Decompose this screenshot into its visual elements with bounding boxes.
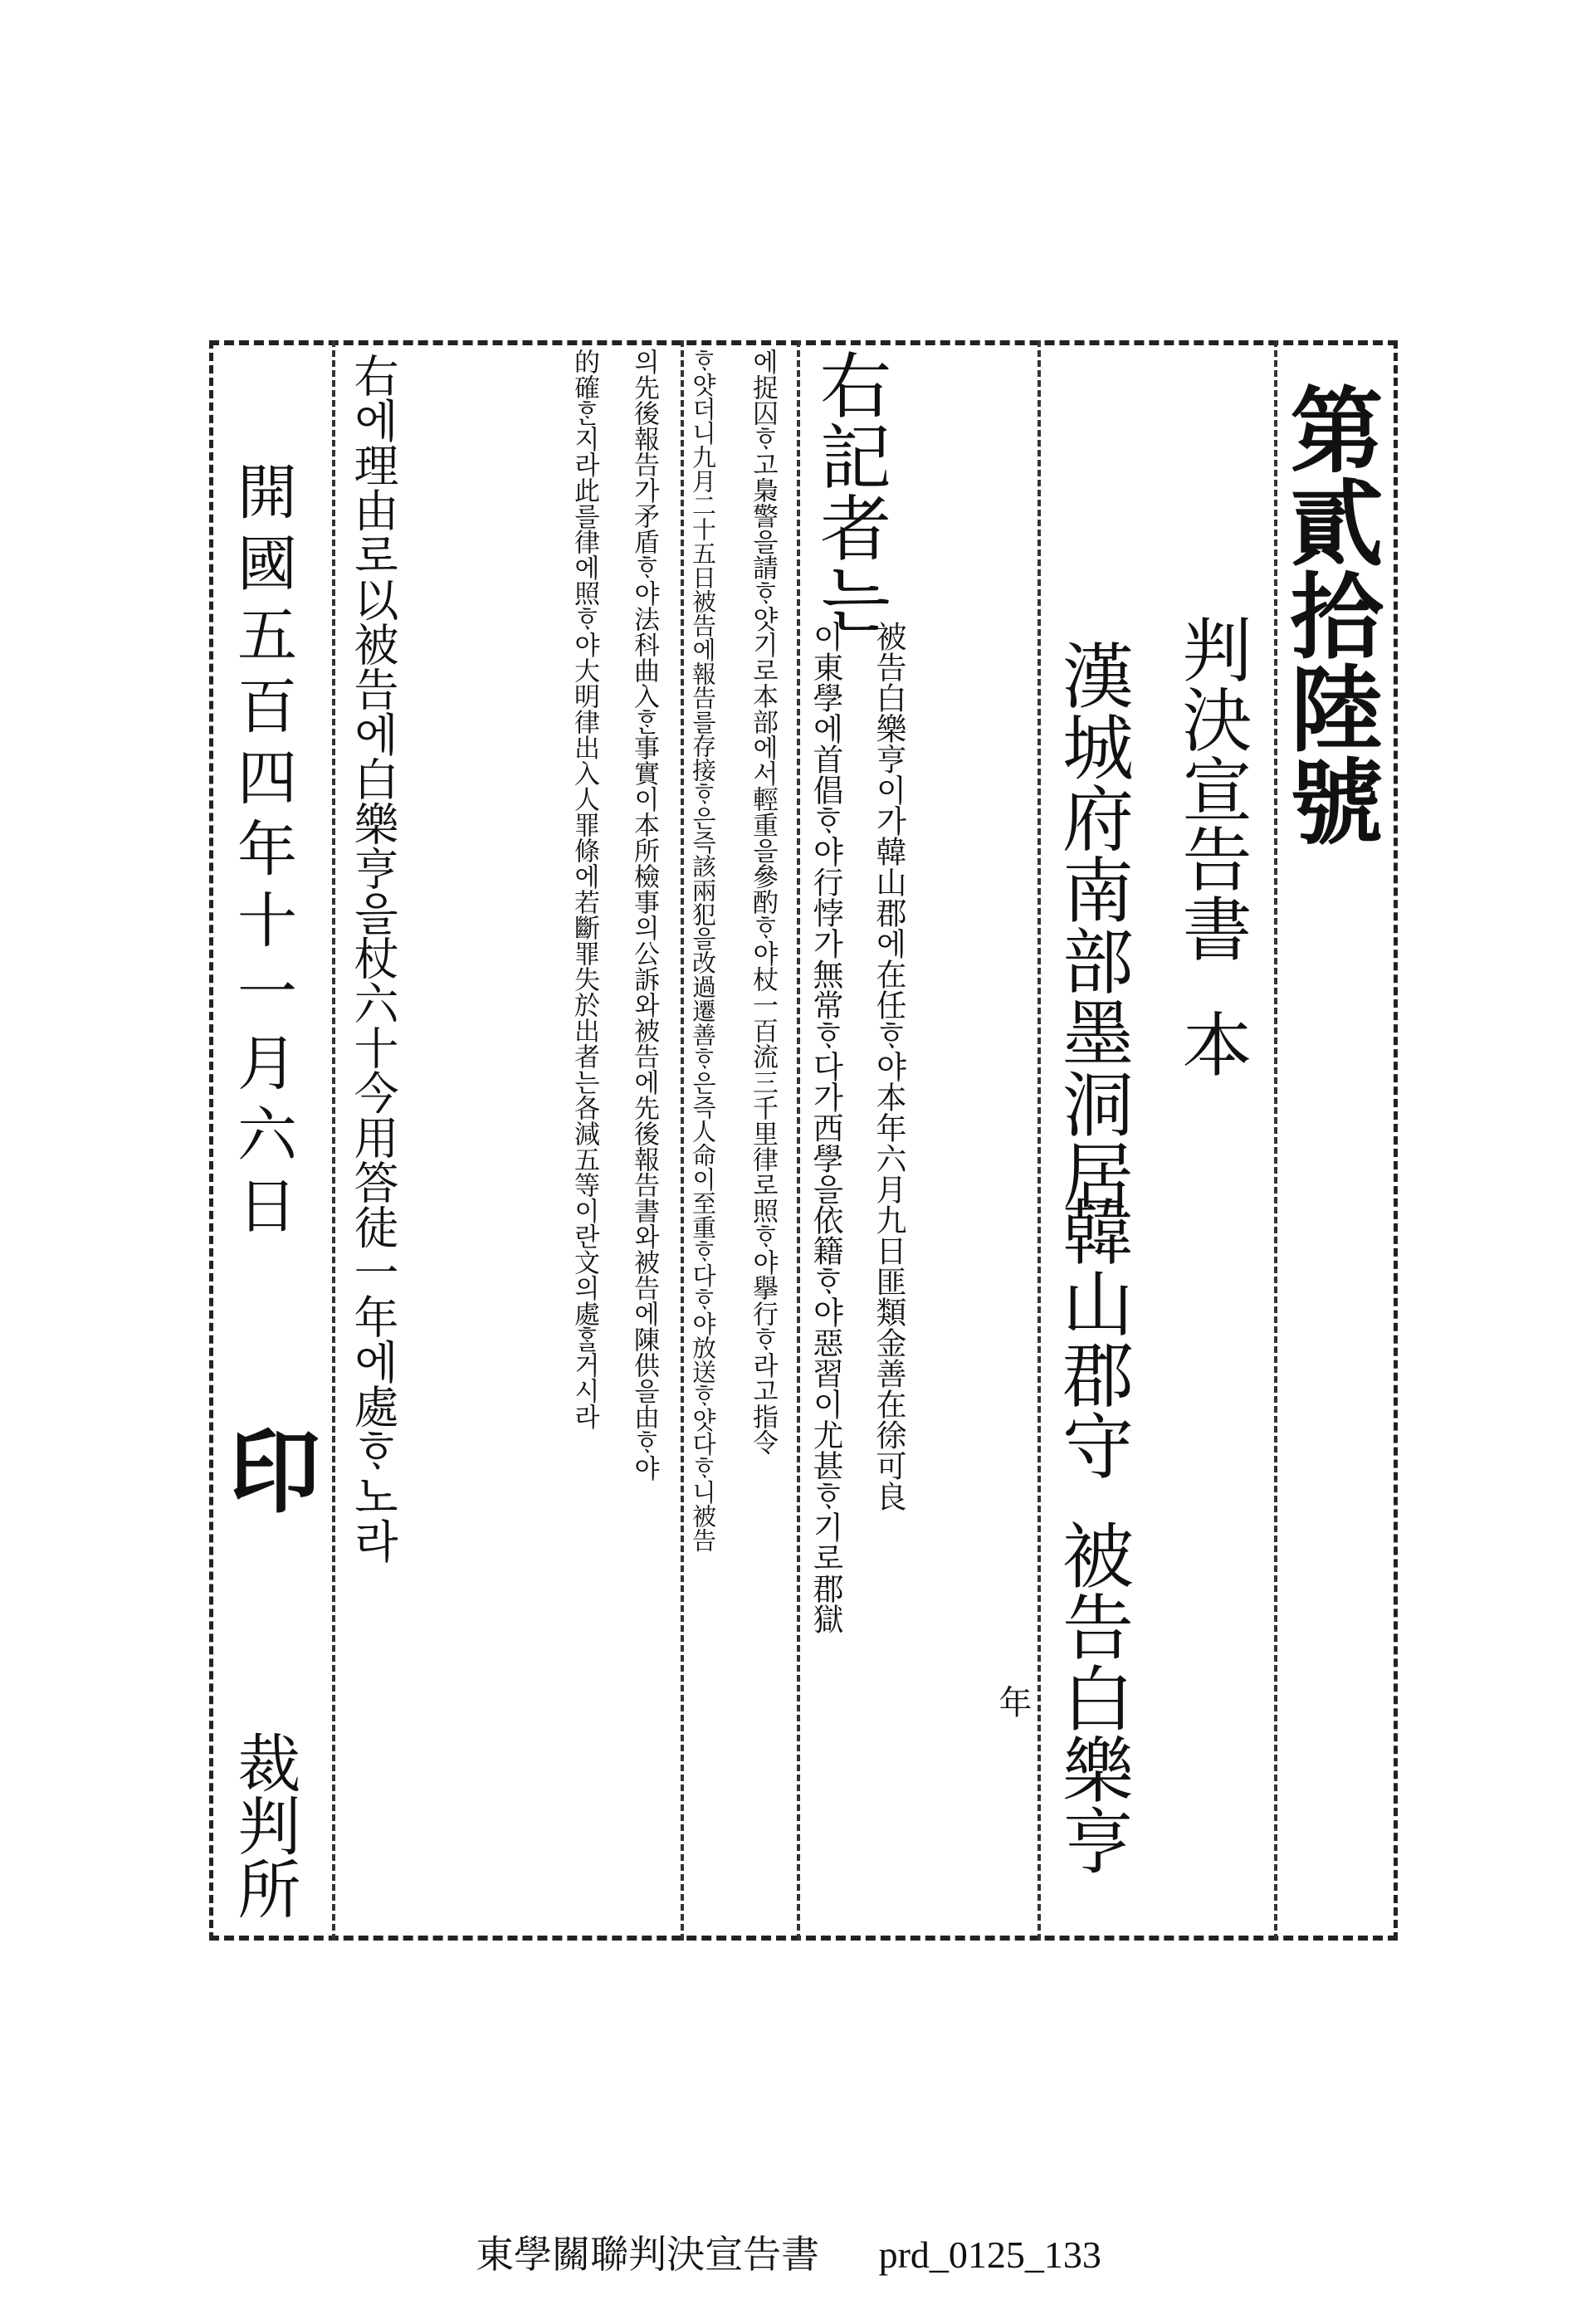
footer-title: 東學關聯判決宣告書 [476, 2234, 820, 2276]
seal-text: 印 [229, 1418, 320, 1526]
footer-id: prd_0125_133 [878, 2234, 1101, 2276]
column-rule [681, 340, 684, 1941]
body-line: 이東學에首倡ᄒᆞ야行悖가無常ᄒᆞ다가西學을依籍ᄒᆞ야惡習이尤甚ᄒᆞ기로郡獄 [808, 621, 843, 1634]
date-line: 開國五百四年十一月六日 [227, 461, 297, 1246]
defendant-name: 被告白樂亨 [1050, 1519, 1133, 1876]
defendant-title: 韓山郡守 [1050, 1195, 1133, 1481]
body-line: 에捉囚ᄒᆞ고梟警을請ᄒᆞ얏기로本部에서輕重을參酌ᄒᆞ야杖一百流三千里律로照ᄒᆞ야擧行ᄒᆞ라고指令 [748, 349, 778, 1455]
page-footer [0, 2224, 1577, 2279]
column-rule [332, 340, 335, 1941]
official-seal [226, 1403, 324, 1527]
body-line: 的確ᄒᆞᆫ지라此를律에照ᄒᆞ야大明律出入人罪條에若斷罪失於出者는各減五等이란文의處ᄒᆞᆯ거시라 [569, 349, 599, 1429]
defendant-address: 漢城府南部墨洞居 [1050, 639, 1133, 1210]
body-line: 의先後報告가矛盾ᄒᆞ야法科曲入ᄒᆞᆫ事實이本所檢事의公訴와被告에先後報告書와被告에陳供을由ᄒᆞ야 [629, 349, 659, 1481]
column-rule [1038, 340, 1041, 1941]
verdict-line: 右에理由로以被告에白樂亨을杖六十今用答徒一年에處ᄒᆞ노라 [347, 353, 399, 1563]
court-name: 裁判所 [227, 1731, 301, 1920]
document-number: 第貳拾陸號 [1275, 382, 1384, 847]
year-mark: 年 [994, 1685, 1032, 1718]
body-header: 右記者는 [808, 349, 891, 634]
document-title: 判決宣告書 [1171, 614, 1252, 963]
body-line: ᄒᆞ얏더니九月二十五日被告에報告를存接ᄒᆞ은즉該兩犯을改過遷善ᄒᆞ은즉人命이至重ᄒᆞ다ᄒᆞ야放送ᄒᆞ얏다ᄒᆞ니被告 [689, 349, 717, 1552]
copy-mark: 本 [1171, 1008, 1252, 1078]
column-rule [797, 340, 800, 1941]
body-line: 被告白樂亨이가韓山郡에在任ᄒᆞ야本年六月九日匪類金善在徐可良 [871, 621, 906, 1511]
